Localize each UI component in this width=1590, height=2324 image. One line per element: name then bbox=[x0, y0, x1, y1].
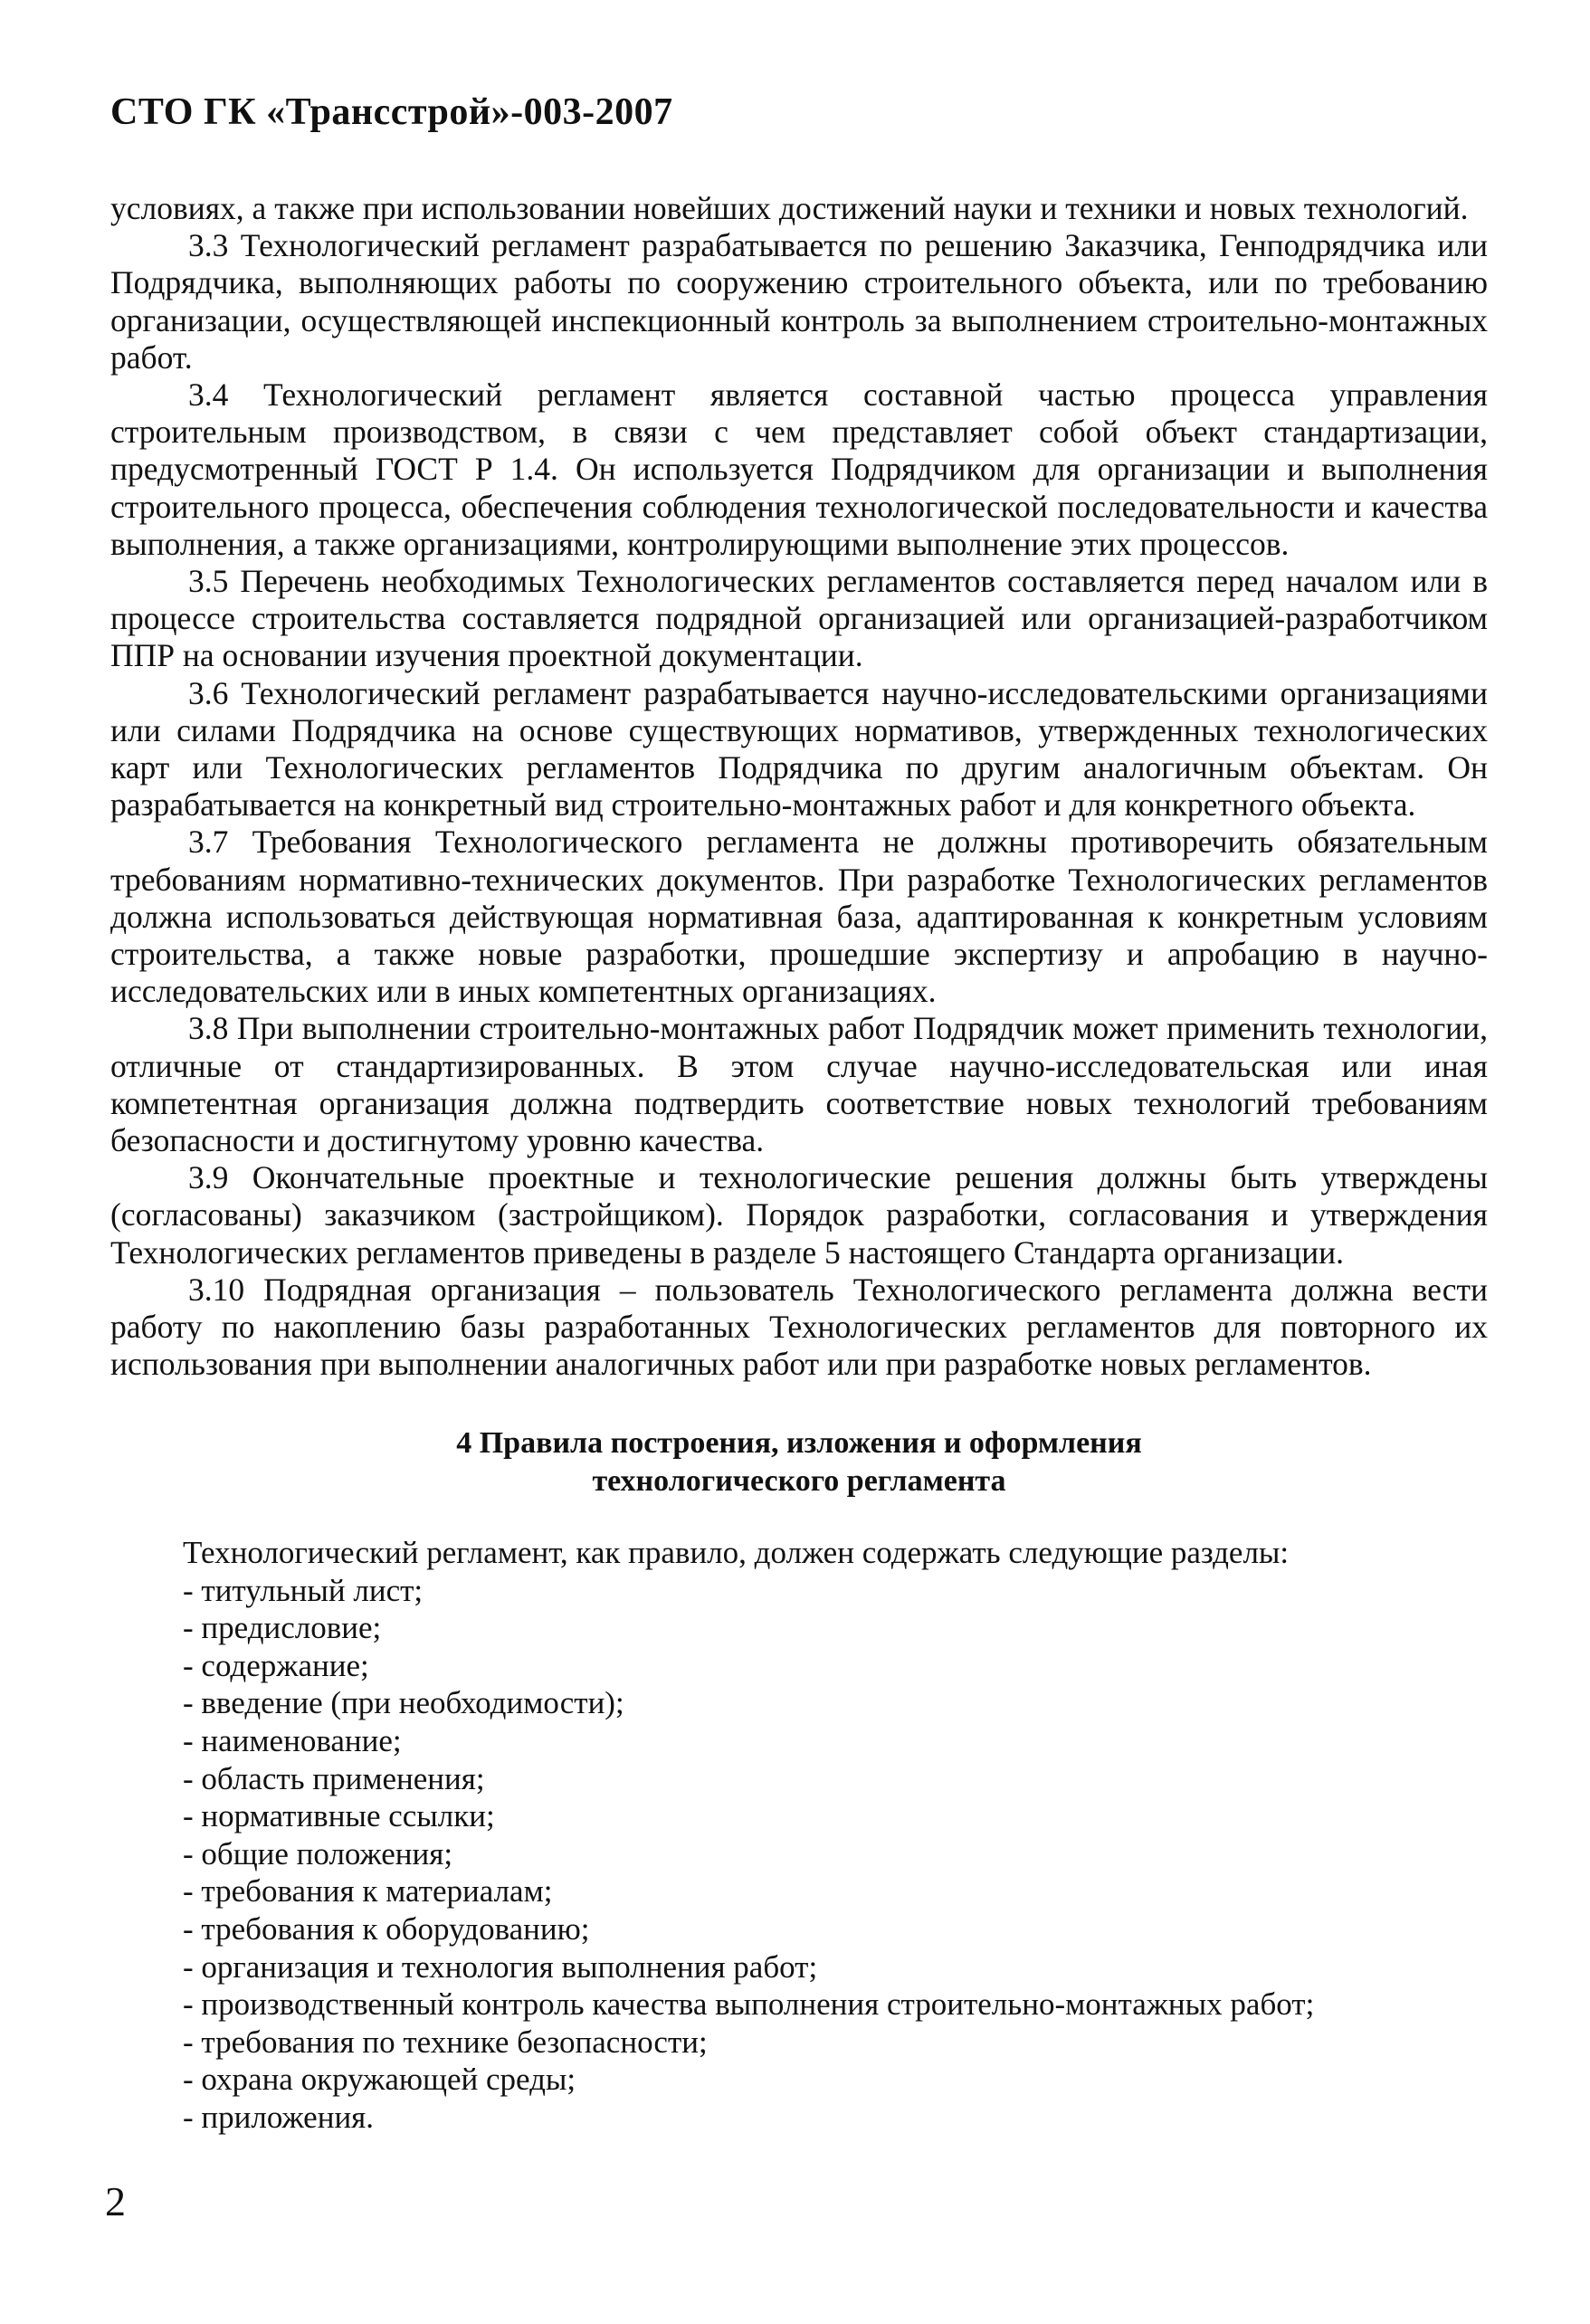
required-sections-list-block bbox=[183, 1534, 1486, 2137]
paragraph-3-3: 3.3 Технологический регламент разрабатывается по решению Заказчика, Генподрядчика или Подрядчика, выполняющих работы по сооружению строительного объекта, или по требованию организации, осуществляющей инспекционный контроль за выполнением строительно-монтажных работ. bbox=[110, 227, 1488, 376]
paragraph-3-6: 3.6 Технологический регламент разрабатывается научно-исследовательскими организациями или силами Подрядчика на основе существующих нормативов, утвержденных технологических карт или Технологических регламентов Подрядчика по другим аналогичным объектам. Он разрабатывается на конкретный вид строительно-монтажных работ и для конкретного объекта. bbox=[110, 674, 1488, 824]
list-item: - наименование; bbox=[183, 1722, 402, 1758]
section-4-heading bbox=[110, 1424, 1488, 1500]
list-item: - титульный лист; bbox=[183, 1572, 424, 1608]
list-item: - общие положения; bbox=[183, 1835, 453, 1872]
list-item: - содержание; bbox=[183, 1647, 369, 1683]
paragraph-3-8: 3.8 При выполнении строительно-монтажных работ Подрядчик может применить технологии, отличные от стандартизированных. В этом случае научно-исследовательская или иная компетентная организация должна подтвердить соответствие новых технологий требованиям безопасности и достигнутому уровню качества. bbox=[110, 1010, 1488, 1159]
paragraph-3-7: 3.7 Требования Технологического регламента не должны противоречить обязательным требованиям нормативно-технических документов. При разработке Технологических регламентов должна использоваться действующая нормативная база, адаптированная к конкретным условиям строительства, а также новые разработки, прошедшие экспертизу и апробацию в научно-исследовательских или в иных компетентных организациях. bbox=[110, 824, 1488, 1010]
document-code-header: СТО ГК «Трансстрой»-003-2007 bbox=[110, 91, 673, 133]
section-3-body bbox=[110, 190, 1488, 1384]
list-item: - производственный контроль качества выполнения строительно-монтажных работ; bbox=[183, 1986, 1315, 2023]
list-item: - нормативные ссылки; bbox=[183, 1798, 495, 1834]
section-4-heading-line-2: технологического регламента bbox=[592, 1464, 1006, 1498]
list-item: - организация и технология выполнения работ; bbox=[183, 1948, 818, 1985]
list-item: - требования к материалам; bbox=[183, 1873, 553, 1910]
list-intro: Технологический регламент, как правило, должен содержать следующие разделы: bbox=[183, 1535, 1290, 1570]
list-item: - приложения. bbox=[183, 2099, 375, 2135]
list-item: - область применения; bbox=[183, 1760, 485, 1796]
page-number: 2 bbox=[105, 2178, 126, 2224]
section-4-heading-line-1: 4 Правила построения, изложения и оформления bbox=[456, 1426, 1142, 1460]
required-sections-list bbox=[183, 1572, 1486, 2137]
list-item: - предисловие; bbox=[183, 1610, 382, 1646]
paragraph-3-5: 3.5 Перечень необходимых Технологических регламентов составляется перед началом или в процессе строительства составляется подрядной организацией или организацией-разработчиком ППР на основании изучения проектной документации. bbox=[110, 563, 1488, 674]
paragraph-3-4: 3.4 Технологический регламент является составной частью процесса управления строительным производством, в связи с чем представляет собой объект стандартизации, предусмотренный ГОСТ Р 1.4. Он используется Подрядчиком для организации и выполнения строительного процесса, обеспечения соблюдения технологической последовательности и качества выполнения, а также организациями, контролирующими выполнение этих процессов. bbox=[110, 376, 1488, 562]
paragraph-3-9: 3.9 Окончательные проектные и технологические решения должны быть утверждены (согласованы) заказчиком (застройщиком). Порядок разработки, согласования и утверждения Технологических регламентов приведены в разделе 5 настоящего Стандарта организации. bbox=[110, 1159, 1488, 1271]
list-item: - требования по технике безопасности; bbox=[183, 2024, 708, 2060]
list-item: - требования к оборудованию; bbox=[183, 1910, 590, 1947]
paragraph-3-10: 3.10 Подрядная организация – пользователь Технологического регламента должна вести работу по накоплению базы разработанных Технологических регламентов для повторного их использования при выполнении аналогичных работ или при разработке новых регламентов. bbox=[110, 1271, 1488, 1383]
paragraph-continuation: условиях, а также при использовании новейших достижений науки и техники и новых технологий. bbox=[110, 190, 1469, 226]
list-item: - введение (при необходимости); bbox=[183, 1685, 624, 1721]
list-item: - охрана окружающей среды; bbox=[183, 2062, 576, 2098]
